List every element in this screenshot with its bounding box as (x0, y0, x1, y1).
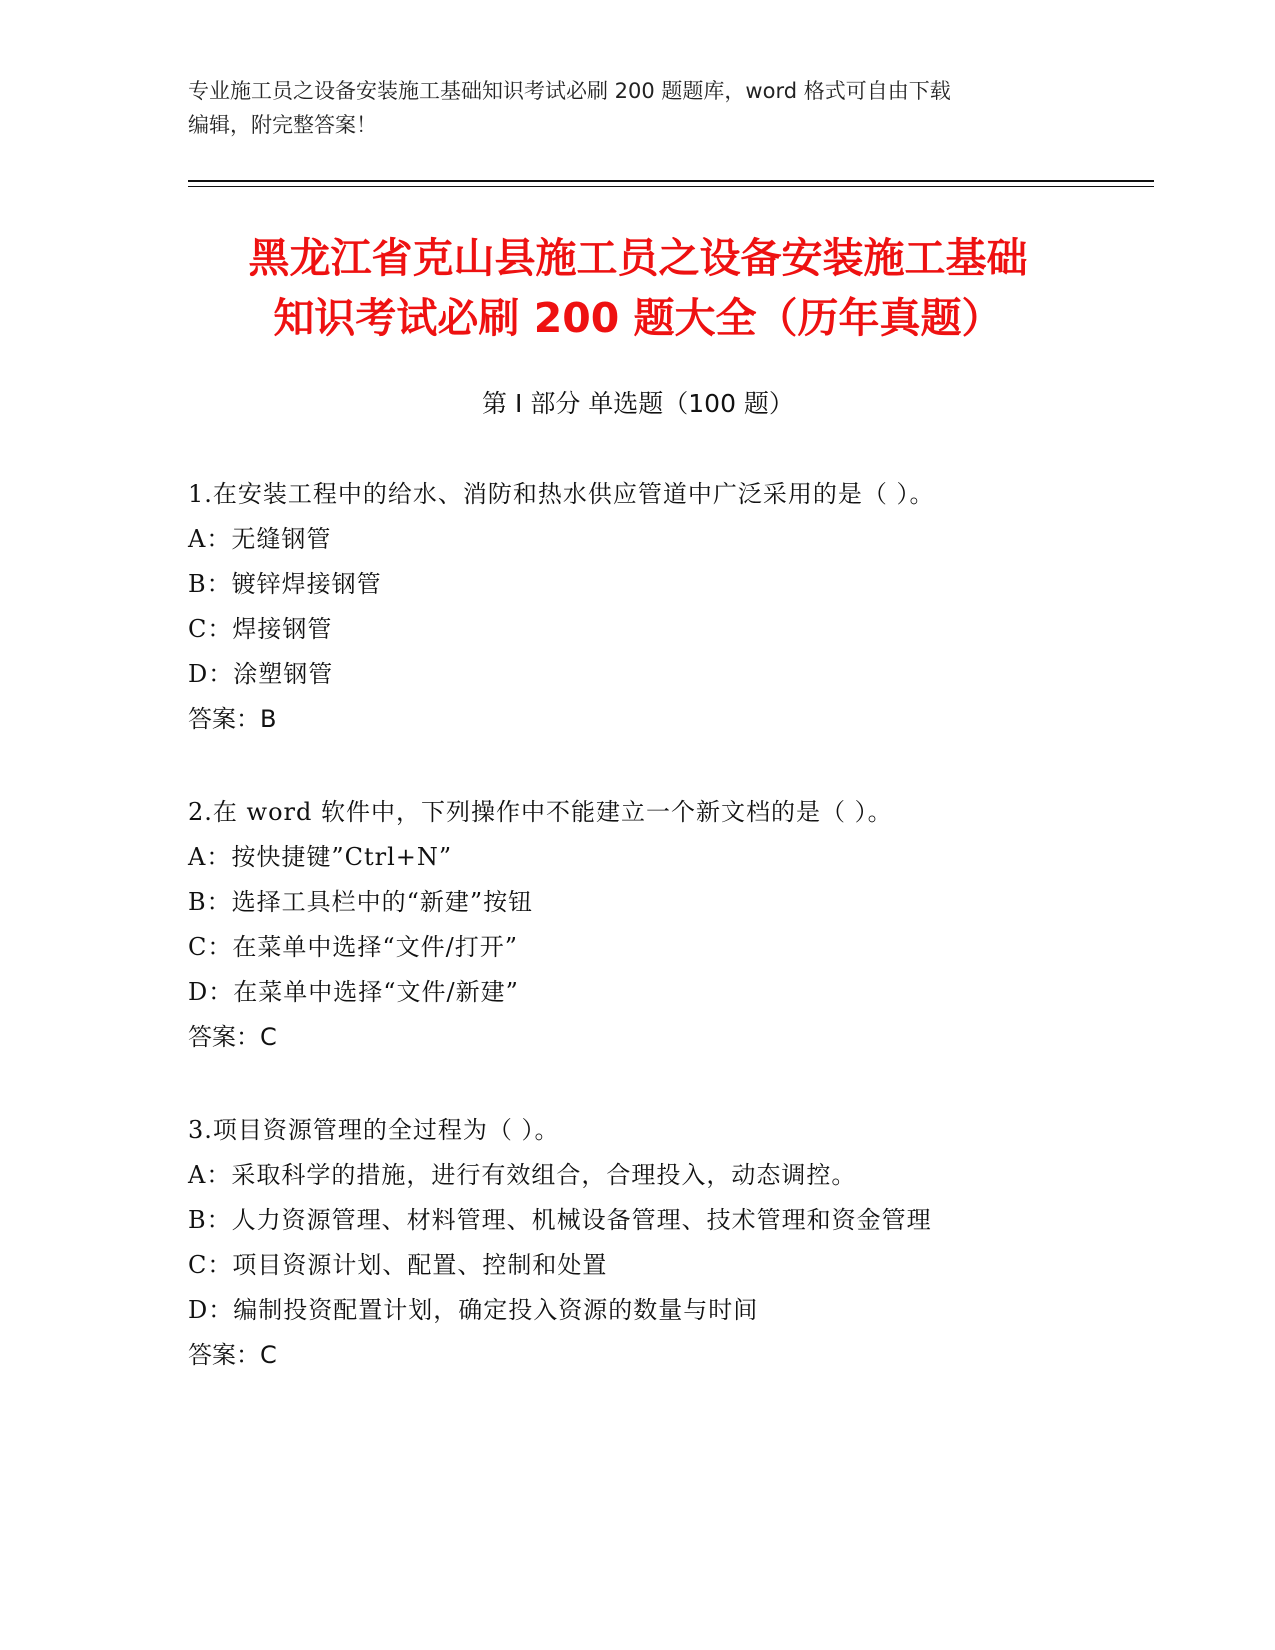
option-c: C：在菜单中选择“文件/打开” (188, 933, 518, 961)
option-d: D：涂塑钢管 (188, 660, 334, 688)
header-divider-thin (188, 186, 1154, 187)
document-title-line-1: 黑龙江省克山县施工员之设备安装施工基础 (248, 234, 1028, 282)
option-d: D：在菜单中选择“文件/新建” (188, 978, 519, 1006)
option-a: A：无缝钢管 (188, 525, 332, 553)
question-1 (188, 472, 1128, 742)
section-title: 第 I 部分 单选题（100 题） (482, 389, 794, 418)
document-title (188, 228, 1088, 348)
answer-label: 答案：B (188, 705, 277, 733)
question-stem: 1.在安装工程中的给水、消防和热水供应管道中广泛采用的是（ ）。 (188, 480, 935, 508)
option-a: A：按快捷键”Ctrl+N” (188, 843, 453, 871)
option-b: B：人力资源管理、材料管理、机械设备管理、技术管理和资金管理 (188, 1206, 932, 1234)
option-c: C：焊接钢管 (188, 615, 333, 643)
question-stem: 3.项目资源管理的全过程为（ ）。 (188, 1116, 560, 1144)
option-c: C：项目资源计划、配置、控制和处置 (188, 1251, 608, 1279)
question-3 (188, 1108, 1128, 1378)
option-a: A：采取科学的措施，进行有效组合，合理投入，动态调控。 (188, 1161, 857, 1189)
document-title-line-2: 知识考试必刷 200 题大全（历年真题） (273, 294, 1003, 342)
option-b: B：选择工具栏中的“新建”按钮 (188, 888, 534, 916)
option-b: B：镀锌焊接钢管 (188, 570, 382, 598)
question-stem: 2.在 word 软件中，下列操作中不能建立一个新文档的是（ ）。 (188, 798, 893, 826)
header-note-line-1: 专业施工员之设备安装施工基础知识考试必刷 200 题题库，word 格式可自由下载 (188, 79, 951, 103)
header-note (188, 74, 1088, 142)
header-note-line-2: 编辑，附完整答案！ (188, 113, 377, 137)
question-2 (188, 790, 1128, 1060)
option-d: D：编制投资配置计划，确定投入资源的数量与时间 (188, 1296, 759, 1324)
answer-label: 答案：C (188, 1023, 277, 1051)
answer-label: 答案：C (188, 1341, 277, 1369)
header-divider-thick (188, 180, 1154, 182)
